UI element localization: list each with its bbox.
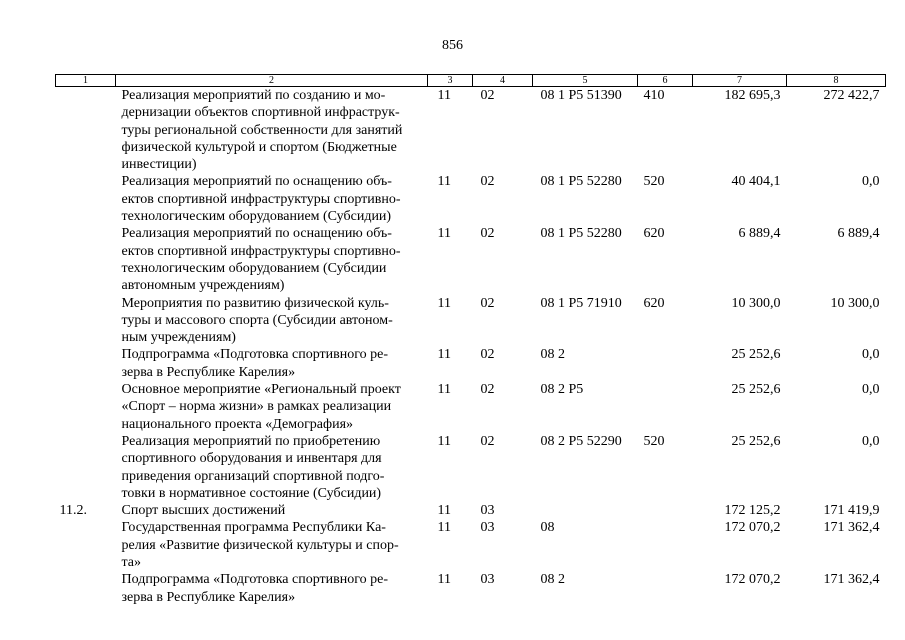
row-name-line: Подпрограмма «Подготовка спортивного ре- bbox=[121, 572, 389, 588]
row-name-line: Реализация мероприятий по приобретению bbox=[121, 433, 381, 449]
row-index bbox=[56, 173, 116, 225]
row-index bbox=[56, 381, 116, 433]
row-name-line: Государственная программа Республики Ка- bbox=[121, 520, 386, 536]
row-name-line: ным учреждениям) bbox=[121, 330, 236, 346]
row-name-line: дернизации объектов спортивной инфраструк- bbox=[121, 105, 400, 121]
row-name bbox=[116, 173, 428, 225]
table-row bbox=[56, 225, 886, 294]
row-amount-col8: 272 422,7 bbox=[823, 88, 880, 103]
table-body bbox=[56, 87, 886, 606]
row-amount-col7: 25 252,6 bbox=[731, 433, 781, 449]
row-section: 11 bbox=[437, 572, 451, 588]
row-index bbox=[56, 571, 116, 606]
row-name-line: спортивного оборудования и инвентаря для bbox=[121, 451, 382, 467]
row-name-line: автономным учреждениям) bbox=[121, 278, 285, 294]
row-index bbox=[56, 225, 116, 294]
row-name bbox=[116, 346, 428, 381]
row-subsection: 02 bbox=[480, 347, 495, 363]
row-name-line: технологическим оборудованием (Субсидии bbox=[121, 260, 387, 276]
page-number: 856 bbox=[442, 38, 463, 53]
row-name-line: та» bbox=[121, 555, 142, 571]
row-name-line: зерва в Республике Карелия» bbox=[121, 589, 296, 605]
row-name-line: товки в нормативное состояние (Субсидии) bbox=[121, 485, 382, 501]
row-name-line: Реализация мероприятий по оснащению объ- bbox=[121, 174, 392, 190]
row-target-article: 08 bbox=[540, 520, 555, 536]
row-name-line: Спорт высших достижений bbox=[121, 503, 286, 519]
row-name bbox=[116, 571, 428, 606]
row-amount-col8: 171 362,4 bbox=[823, 520, 880, 536]
row-amount-col8: 0,0 bbox=[862, 174, 880, 190]
row-expense-type bbox=[638, 502, 693, 519]
row-index bbox=[56, 295, 116, 347]
header-col-4: 4 bbox=[473, 75, 533, 87]
row-amount-col8: 0,0 bbox=[862, 433, 880, 449]
row-expense-type: 620 bbox=[643, 226, 665, 242]
row-name-line: национального проекта «Демография» bbox=[121, 416, 354, 432]
row-section: 11 bbox=[437, 295, 451, 311]
table-row bbox=[56, 295, 886, 347]
row-target-article: 08 1 P5 51390 bbox=[540, 88, 622, 103]
row-target-article: 08 2 P5 bbox=[540, 382, 584, 398]
row-index bbox=[56, 87, 116, 174]
table-row bbox=[56, 571, 886, 606]
row-index bbox=[56, 346, 116, 381]
row-section: 11 bbox=[437, 503, 451, 519]
row-amount-col7: 172 070,2 bbox=[724, 572, 781, 588]
row-name-line: инвестиции) bbox=[121, 157, 197, 173]
table-row bbox=[56, 433, 886, 502]
row-subsection: 02 bbox=[480, 295, 495, 311]
row-name-line: зерва в Республике Карелия» bbox=[121, 364, 296, 380]
row-target-article: 08 1 P5 71910 bbox=[540, 295, 622, 311]
table-row bbox=[56, 502, 886, 519]
row-section: 11 bbox=[437, 88, 451, 103]
row-subsection: 02 bbox=[480, 174, 495, 190]
row-name bbox=[116, 433, 428, 502]
row-expense-type bbox=[638, 346, 693, 381]
row-expense-type bbox=[638, 519, 693, 571]
row-target-article: 08 1 P5 52280 bbox=[540, 226, 622, 242]
row-subsection: 03 bbox=[480, 503, 495, 519]
row-name bbox=[116, 87, 428, 174]
row-expense-type: 620 bbox=[643, 295, 665, 311]
row-amount-col7: 10 300,0 bbox=[731, 295, 781, 311]
row-index bbox=[56, 519, 116, 571]
row-expense-type: 410 bbox=[643, 88, 665, 103]
table-header bbox=[56, 75, 886, 87]
row-name-line: туры и массового спорта (Субсидии автоном- bbox=[121, 312, 393, 328]
table-row bbox=[56, 173, 886, 225]
header-col-2: 2 bbox=[116, 75, 428, 87]
row-subsection: 02 bbox=[480, 226, 495, 242]
row-amount-col8: 6 889,4 bbox=[837, 226, 880, 242]
row-name-line: Мероприятия по развитию физической куль- bbox=[121, 295, 389, 311]
row-name-line: Основное мероприятие «Региональный проект bbox=[121, 382, 401, 398]
row-amount-col8: 171 362,4 bbox=[823, 572, 880, 588]
row-amount-col7: 40 404,1 bbox=[731, 174, 781, 190]
row-amount-col7: 25 252,6 bbox=[731, 347, 781, 363]
row-amount-col8: 10 300,0 bbox=[830, 295, 880, 311]
row-target-article: 08 2 P5 52290 bbox=[540, 433, 622, 449]
header-col-8: 8 bbox=[787, 75, 886, 87]
row-amount-col7: 182 695,3 bbox=[724, 88, 781, 103]
row-subsection: 02 bbox=[480, 433, 495, 449]
row-expense-type: 520 bbox=[643, 433, 665, 449]
row-expense-type: 520 bbox=[643, 174, 665, 190]
row-name-line: релия «Развитие физической культуры и спор- bbox=[121, 537, 399, 553]
table-row bbox=[56, 519, 886, 571]
row-subsection: 02 bbox=[480, 88, 495, 103]
row-name-line: физической культурой и спортом (Бюджетные bbox=[121, 139, 397, 155]
row-section: 11 bbox=[437, 347, 451, 363]
row-amount-col8: 0,0 bbox=[862, 347, 880, 363]
table-row bbox=[56, 381, 886, 433]
row-name-line: ектов спортивной инфраструктуры спортивно- bbox=[121, 243, 401, 259]
row-subsection: 02 bbox=[480, 382, 495, 398]
row-name-line: ектов спортивной инфраструктуры спортивно- bbox=[121, 191, 401, 207]
row-amount-col7: 25 252,6 bbox=[731, 382, 781, 398]
header-col-3: 3 bbox=[428, 75, 473, 87]
row-target-article: 08 2 bbox=[540, 572, 565, 588]
row-section: 11 bbox=[437, 382, 451, 398]
header-col-6: 6 bbox=[638, 75, 693, 87]
row-name-line: технологическим оборудованием (Субсидии) bbox=[121, 209, 392, 225]
row-target-article bbox=[533, 502, 638, 519]
row-subsection: 03 bbox=[480, 520, 495, 536]
row-expense-type bbox=[638, 381, 693, 433]
row-index bbox=[56, 433, 116, 502]
row-index: 11.2. bbox=[59, 503, 87, 519]
table-row bbox=[56, 87, 886, 174]
row-name bbox=[116, 225, 428, 294]
row-name bbox=[116, 502, 428, 519]
row-name-line: Подпрограмма «Подготовка спортивного ре- bbox=[121, 347, 389, 363]
row-section: 11 bbox=[437, 226, 451, 242]
row-name bbox=[116, 295, 428, 347]
row-section: 11 bbox=[437, 174, 451, 190]
row-name-line: приведения организаций спортивной подго- bbox=[121, 468, 385, 484]
row-section: 11 bbox=[437, 520, 451, 536]
row-name-line: Реализация мероприятий по оснащению объ- bbox=[121, 226, 392, 242]
row-name-line: Реализация мероприятий по созданию и мо- bbox=[121, 88, 386, 103]
row-section: 11 bbox=[437, 433, 451, 449]
row-amount-col8: 0,0 bbox=[862, 382, 880, 398]
table-row bbox=[56, 346, 886, 381]
row-amount-col8: 171 419,9 bbox=[823, 503, 880, 519]
row-expense-type bbox=[638, 571, 693, 606]
row-target-article: 08 1 P5 52280 bbox=[540, 174, 622, 190]
row-name-line: «Спорт – норма жизни» в рамках реализации bbox=[121, 399, 392, 415]
budget-table bbox=[55, 74, 886, 606]
row-name-line: туры региональной собственности для занятий bbox=[121, 122, 403, 138]
row-target-article: 08 2 bbox=[540, 347, 565, 363]
row-amount-col7: 172 125,2 bbox=[724, 503, 781, 519]
header-col-5: 5 bbox=[533, 75, 638, 87]
row-amount-col7: 6 889,4 bbox=[738, 226, 781, 242]
row-amount-col7: 172 070,2 bbox=[724, 520, 781, 536]
header-col-7: 7 bbox=[693, 75, 787, 87]
row-name bbox=[116, 381, 428, 433]
header-col-1: 1 bbox=[56, 75, 116, 87]
row-name bbox=[116, 519, 428, 571]
row-subsection: 03 bbox=[480, 572, 495, 588]
